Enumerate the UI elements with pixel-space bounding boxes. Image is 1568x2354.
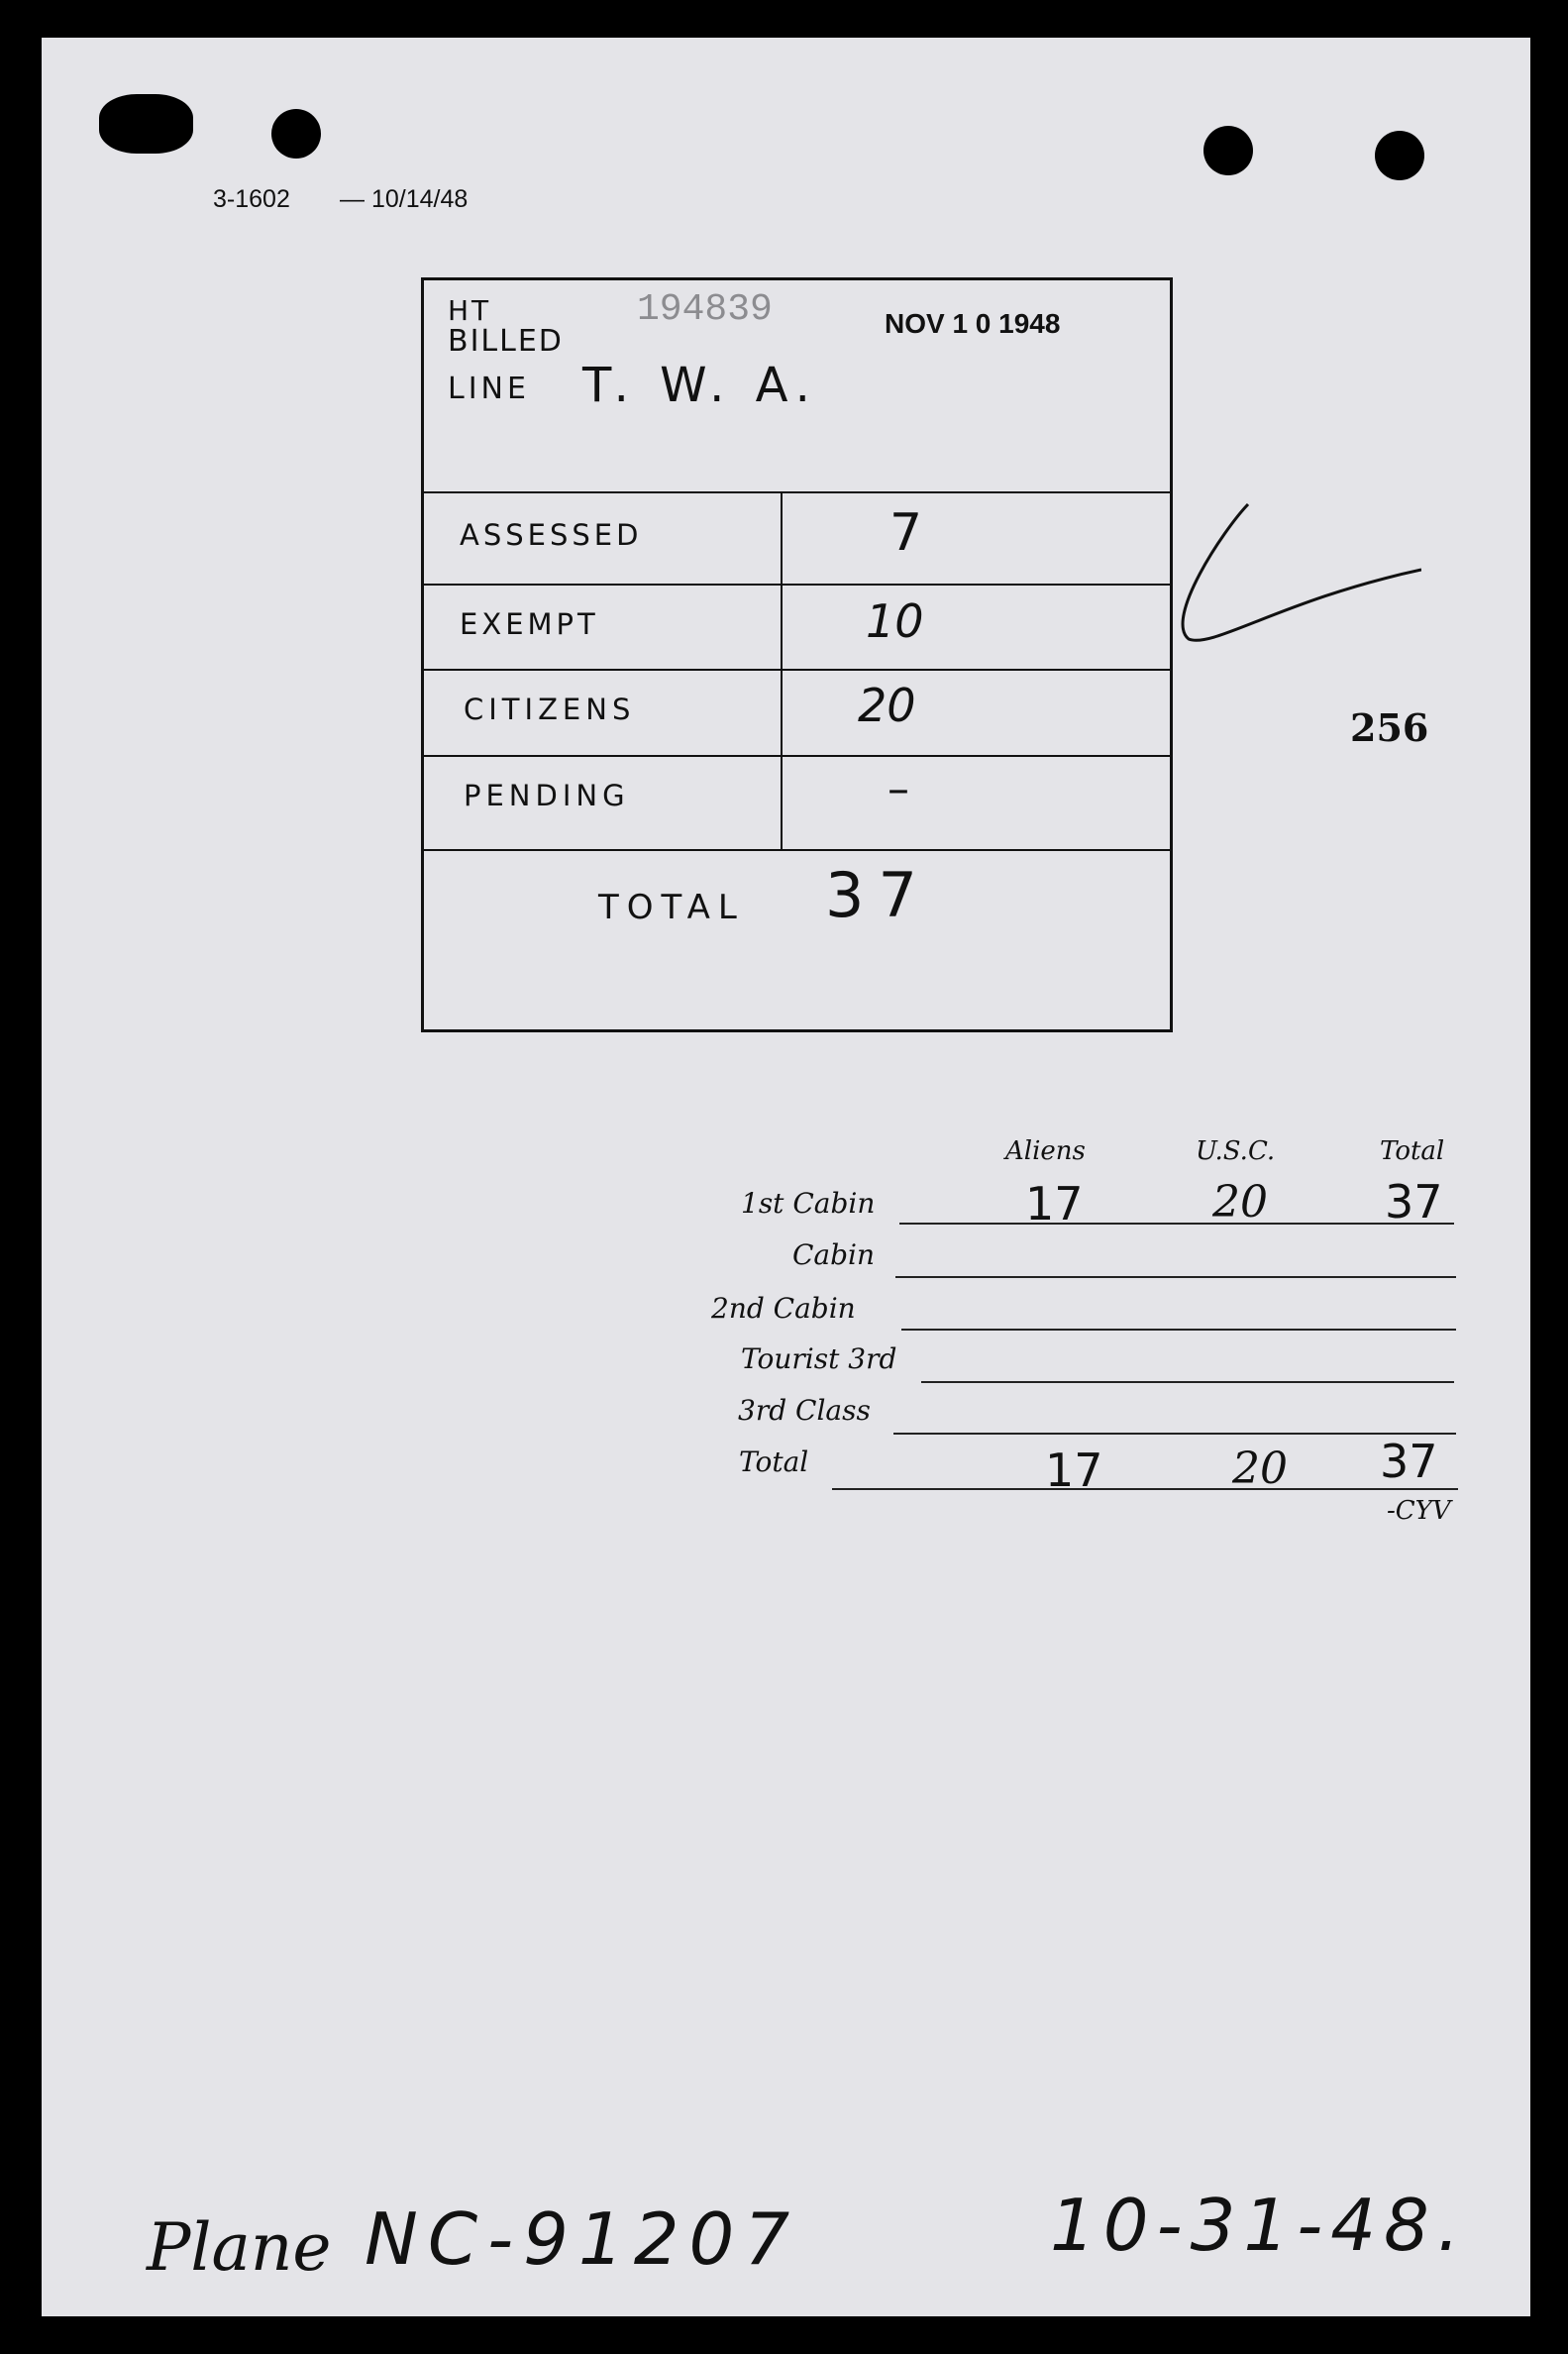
underline <box>895 1276 1456 1278</box>
row-value: – <box>888 764 909 814</box>
row-value: 7 <box>889 503 923 563</box>
form-date: — 10/14/48 <box>340 185 469 213</box>
underline <box>899 1223 1454 1225</box>
class-row-label: Total <box>739 1445 809 1478</box>
punch-hole <box>1203 126 1253 175</box>
line-label: LINE <box>448 372 530 406</box>
divider <box>424 584 1170 586</box>
torn-corner <box>99 94 193 154</box>
underline <box>901 1329 1456 1331</box>
class-row-total: 37 <box>1385 1175 1443 1229</box>
plane-label: Plane <box>147 2209 332 2286</box>
line-value: T. W. A. <box>582 358 818 413</box>
underline <box>921 1381 1454 1383</box>
class-row-label: 3rd Class <box>738 1394 871 1427</box>
plane-number: NC-91207 <box>365 2197 800 2281</box>
class-row-aliens: 17 <box>1045 1444 1103 1497</box>
divider <box>424 669 1170 671</box>
row-label: ASSESSED <box>460 518 643 552</box>
row-label: CITIZENS <box>464 693 636 726</box>
row-value: 10 <box>866 594 924 648</box>
punch-hole <box>271 109 321 159</box>
form-code: 3-1602 <box>213 185 290 213</box>
class-row-label: 1st Cabin <box>741 1187 876 1220</box>
class-row-label: Cabin <box>792 1238 876 1271</box>
total-label: TOTAL <box>598 888 745 927</box>
row-value: 20 <box>858 679 916 732</box>
class-row-label: Tourist 3rd <box>741 1342 897 1375</box>
column-divider <box>781 491 783 850</box>
billed-label: BILLED <box>448 324 564 359</box>
row-label: EXEMPT <box>460 607 599 641</box>
check-mark <box>1164 500 1421 659</box>
class-row-label: 2nd Cabin <box>711 1292 856 1325</box>
underline <box>832 1488 1458 1490</box>
row-label: PENDING <box>464 779 630 812</box>
initials: -CYV <box>1387 1496 1451 1526</box>
number-stamp: 194839 <box>637 288 773 331</box>
footer-date: 10-31-48. <box>1050 2184 1468 2267</box>
divider <box>424 849 1170 851</box>
tally-box <box>421 277 1173 1032</box>
class-row-aliens: 17 <box>1025 1177 1084 1230</box>
column-header-aliens: Aliens <box>1005 1136 1086 1166</box>
side-number: 256 <box>1350 705 1429 750</box>
divider <box>424 755 1170 757</box>
column-header-total: Total <box>1380 1136 1445 1166</box>
column-header-usc: U.S.C. <box>1196 1136 1276 1166</box>
class-row-usc: 20 <box>1232 1444 1288 1494</box>
class-row-usc: 20 <box>1212 1177 1268 1228</box>
underline <box>893 1433 1456 1435</box>
class-row-total: 37 <box>1380 1435 1438 1488</box>
date-stamp: NOV 1 0 1948 <box>885 308 1061 339</box>
ht-label: HT <box>448 294 492 327</box>
divider <box>424 491 1170 493</box>
punch-hole <box>1375 131 1424 180</box>
total-value: 37 <box>825 859 931 931</box>
